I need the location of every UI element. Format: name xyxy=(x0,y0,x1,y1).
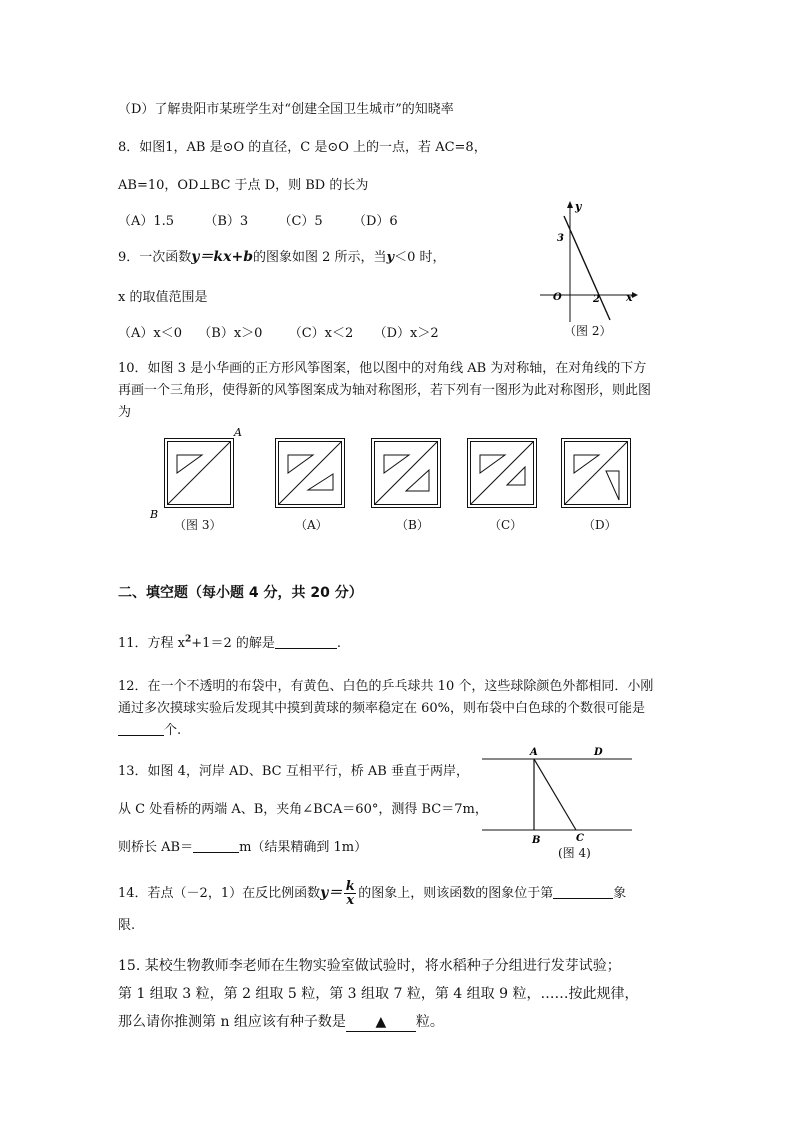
q9-options xyxy=(118,322,439,341)
fig3-caption: （图 3） xyxy=(174,518,222,532)
option-c-figure[interactable] xyxy=(467,438,537,508)
fig2-x-arrow xyxy=(632,292,638,298)
q13-line1: 13．如图 4，河岸 AD、BC 互相平行，桥 AB 垂直于两岸， xyxy=(118,764,469,779)
fig2-caption: （图 2） xyxy=(564,324,612,338)
fig4-label-a: A xyxy=(530,747,538,758)
q9-line1: 9．一次函数y＝kx+b的图象如图 2 所示，当y＜0 时， xyxy=(118,249,446,265)
q9-option-d[interactable]: （D）x＞2 xyxy=(373,326,439,341)
q8-option-b[interactable]: （B）3 xyxy=(204,214,249,229)
q15-line2: 第 1 组取 3 粒，第 2 组取 5 粒，第 3 组取 7 粒，第 4 组取 9 粒，……按此规律， xyxy=(118,986,639,1002)
fig4-label-b: B xyxy=(532,835,541,846)
q9-option-b[interactable]: （B）x＞0 xyxy=(198,326,263,341)
q8-options xyxy=(118,210,398,229)
option-c-caption: （C） xyxy=(489,518,523,532)
fig2-label-origin: O xyxy=(553,292,562,303)
fig4-label-d: D xyxy=(594,747,603,758)
q15-answer-mark: ▲ xyxy=(375,1014,387,1030)
q9-line2: x 的取值范围是 xyxy=(118,290,208,305)
q14-line1: 14．若点（－2，1）在反比例函数y＝ $\frac{k}{x}$ 的图象上，则该函数的图象位于第 象 xyxy=(118,879,627,908)
fig3-label-a: A xyxy=(234,426,242,439)
q13-line2: 从 C 处看桥的两端 A、B，夹角∠BCA＝60°，测得 BC＝7m， xyxy=(118,802,488,817)
fig2-label-x-intercept: 2 xyxy=(593,294,600,305)
fig3-point-labels xyxy=(150,426,250,526)
fig2-label-y: y xyxy=(575,200,582,213)
fig4-caption: (图 4) xyxy=(558,846,591,860)
q12-answer-blank[interactable] xyxy=(118,721,164,736)
fig2-label-x: x xyxy=(626,291,633,304)
q13-line3: 则桥长 AB＝ m（结果精确到 1m） xyxy=(118,840,368,855)
q7-option-d: （D）了解贵阳市某班学生对“创建全国卫生城市”的知晓率 xyxy=(118,102,454,117)
fig2-label-y-intercept: 3 xyxy=(557,233,564,244)
option-b-caption: （B） xyxy=(396,518,429,532)
option-d-caption: （D） xyxy=(583,518,617,532)
q8-option-d[interactable]: （D）6 xyxy=(352,214,398,229)
fig3-label-b: B xyxy=(150,508,159,521)
q14-answer-blank[interactable] xyxy=(553,884,613,899)
q15-line1: 15. 某校生物教师李老师在生物实验室做试验时，将水稻种子分组进行发芽试验； xyxy=(118,958,621,974)
q9-formula: y＝kx+b xyxy=(191,249,253,265)
fig2-y-arrow xyxy=(567,201,573,208)
q11-answer-blank[interactable] xyxy=(275,634,337,649)
q8-option-c[interactable]: （C）5 xyxy=(278,214,323,229)
fig4-label-c: C xyxy=(576,833,584,844)
q14-line2: 限. xyxy=(118,918,136,933)
q10-text: 10．如图 3 是小华画的正方形风筝图案，他以图中的对角线 AB 为对称轴，在对角线的下方再画一个三角形，使得新的风筝图案成为轴对称图形，若下列有一图形为此对称图形，则此图为 xyxy=(118,361,652,420)
q11-text: 11．方程 $x^2+1=2$ 的解是 . xyxy=(118,634,341,651)
fig2-graph xyxy=(540,198,640,326)
section2-title: 二、填空题（每小题 4 分，共 20 分） xyxy=(118,585,363,601)
q12-text: 12．在一个不透明的布袋中，有黄色、白色的乒乓球共 10 个，这些球除颜色外都相同．小刚通过多次摸球实验后发现其中摸到黄球的频率稳定在 60%，则布袋中白色球的个数很可能是个. xyxy=(118,679,654,738)
q8-option-a[interactable]: （A）1.5 xyxy=(118,214,175,229)
q8-line1: 8．如图1，AB 是⊙O 的直径，C 是⊙O 上的一点，若 AC=8， xyxy=(118,140,487,155)
q9-option-c[interactable]: （C）x＜2 xyxy=(288,326,354,341)
option-d-figure[interactable] xyxy=(561,438,631,508)
q8-line2: AB=10，OD⊥BC 于点 D，则 BD 的长为 xyxy=(118,178,369,193)
q9-option-a[interactable]: （A）x＜0 xyxy=(118,326,182,341)
q15-line3: 那么请你推测第 n 组应该有种子数是 ▲ 粒。 xyxy=(118,1014,444,1030)
q14-fraction: $\frac{k}{x}$ xyxy=(345,879,355,908)
option-a-figure[interactable] xyxy=(275,438,345,508)
option-a-caption: （A） xyxy=(295,518,328,532)
fig4-sightline-ca xyxy=(534,759,576,830)
option-b-figure[interactable] xyxy=(371,438,441,508)
q13-answer-blank[interactable] xyxy=(193,838,239,853)
q15-answer-blank[interactable] xyxy=(346,1013,416,1032)
fig2-function-line xyxy=(564,216,610,320)
fig4-bridge-diagram xyxy=(476,744,636,844)
